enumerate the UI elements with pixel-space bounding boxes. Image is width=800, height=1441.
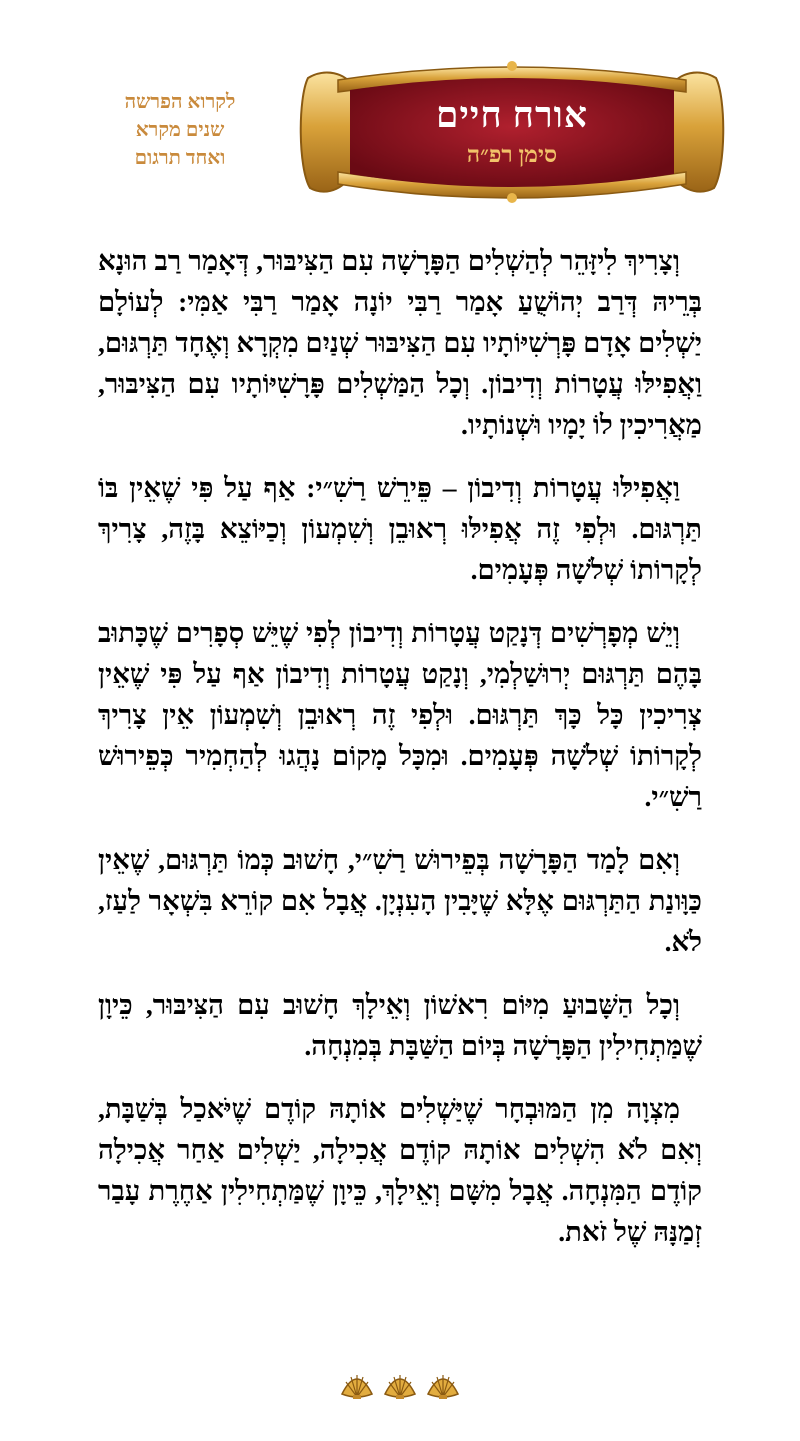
paragraph: וְאִם לָמַד הַפָּרָשָׁה בְּפֵירוּשׁ רַשִׁ״י, חָשׁוּב כְּמוֹ תַּרְגּוּם, שֶׁאֵין כַּוָּונַת הַתַּרְגּוּם אֶלָּא שֶׁיָּבִין הָעִנְיָן. אֲבָל אִם קוֹרֵא בִּשְׁאָר לַעַז, לֹא. bbox=[98, 844, 702, 957]
paragraph: מִצְוָה מִן הַמּוּבְחָר שֶׁיַּשְׁלִים אוֹתָהּ קוֹדֶם שֶׁיֹּאכַל בְּשַׁבָּת, וְאִם לֹא הִשְׁלִים אוֹתָהּ קוֹדֶם אֲכִילָה, יַשְׁלִים אַחַר אֲכִילָה קוֹדֶם הַמִּנְחָה. אֲבָל מִשָּׁם וְאֵילָךְ, כֵּיוָן שֶׁמַּתְחִילִין אַחֶרֶת עָבַר זְמַנָּהּ שֶׁל זֹאת. bbox=[98, 1093, 702, 1247]
header-banner bbox=[298, 58, 726, 206]
side-note-line: לקרוא הפרשה bbox=[124, 91, 236, 113]
seashell-icon bbox=[426, 1370, 460, 1400]
section-subtitle: סימן רפ״ה bbox=[466, 142, 558, 167]
paragraph: וַאֲפִילּוּ עֲטָרוֹת וְדִיבוֹן – פֵּירֵשׁ רַשִׁ״י: אַף עַל פִּי שֶׁאֵין בּוֹ תַּרְגּוּם. וּלְפִי זֶה אֲפִילּוּ רְאוּבֵן וְשִׁמְעוֹן וְכַיּוֹצֵא בָּזֶה, צָרִיךְ לְקָרוֹתוֹ שְׁלֹשָׁה פְּעָמִים. bbox=[98, 472, 702, 585]
paragraph: וְיֵשׁ מְפָרְשִׁים דְּנָקַט עֲטָרוֹת וְדִיבוֹן לְפִי שֶׁיֵּשׁ סְפָרִים שֶׁכָּתוּב בָּהֶם תַּרְגּוּם יְרוּשַׁלְמִי, וְנָקַט עֲטָרוֹת וְדִיבוֹן אַף עַל פִּי שֶׁאֵין צְרִיכִין כָּל כָּךְ תַּרְגּוּם. וּלְפִי זֶה רְאוּבֵן וְשִׁמְעוֹן אֵין צָרִיךְ לְקָרוֹתוֹ שְׁלֹשָׁה פְּעָמִים. וּמִכָּל מָקוֹם נָהֲגוּ לְהַחְמִיר כְּפֵירוּשׁ רַשִׁ״י. bbox=[98, 617, 702, 812]
page-title: אורח חיים bbox=[436, 95, 588, 135]
article-body bbox=[98, 240, 702, 1274]
paragraph: וְצָרִיךְ לִיזָּהֵר לְהַשְׁלִים הַפָּרָשָׁה עִם הַצִּיבּוּר, דְּאָמַר רַב הוּנָא בְּרֵיהּ דְּרַב יְהוֹשֻׁעַ אָמַר רַבִּי יוֹנָה אָמַר רַבִּי אַמִּי: לְעוֹלָם יַשְׁלִים אָדָם פָּרְשִׁיּוֹתָיו עִם הַצִּיבּוּר שְׁנַיִם מִקְרָא וְאֶחָד תַּרְגּוּם, וַאֲפִילּוּ עֲטָרוֹת וְדִיבוֹן. וְכָל הַמַּשְׁלִים פָּרָשִׁיּוֹתָיו עִם הַצִּיבּוּר, מַאֲרִיכִין לוֹ יָמָיו וּשְׁנוֹתָיו. bbox=[98, 245, 702, 440]
side-note-line: ואחד תרגום bbox=[134, 147, 226, 169]
footer-ornament bbox=[340, 1370, 460, 1404]
seashell-icon bbox=[340, 1370, 374, 1400]
paragraph: וְכָל הַשָּׁבוּעַ מִיּוֹם רִאשׁוֹן וְאֵילָךְ חָשׁוּב עִם הַצִּיבּוּר, כֵּיוָן שֶׁמַּתְחִילִין הַפָּרָשָׁה בְּיוֹם הַשַּׁבָּת בְּמִנְחָה. bbox=[98, 989, 702, 1061]
side-note bbox=[102, 88, 258, 172]
side-note-line: שנים מקרא bbox=[135, 119, 225, 141]
seashell-icon bbox=[383, 1370, 417, 1400]
